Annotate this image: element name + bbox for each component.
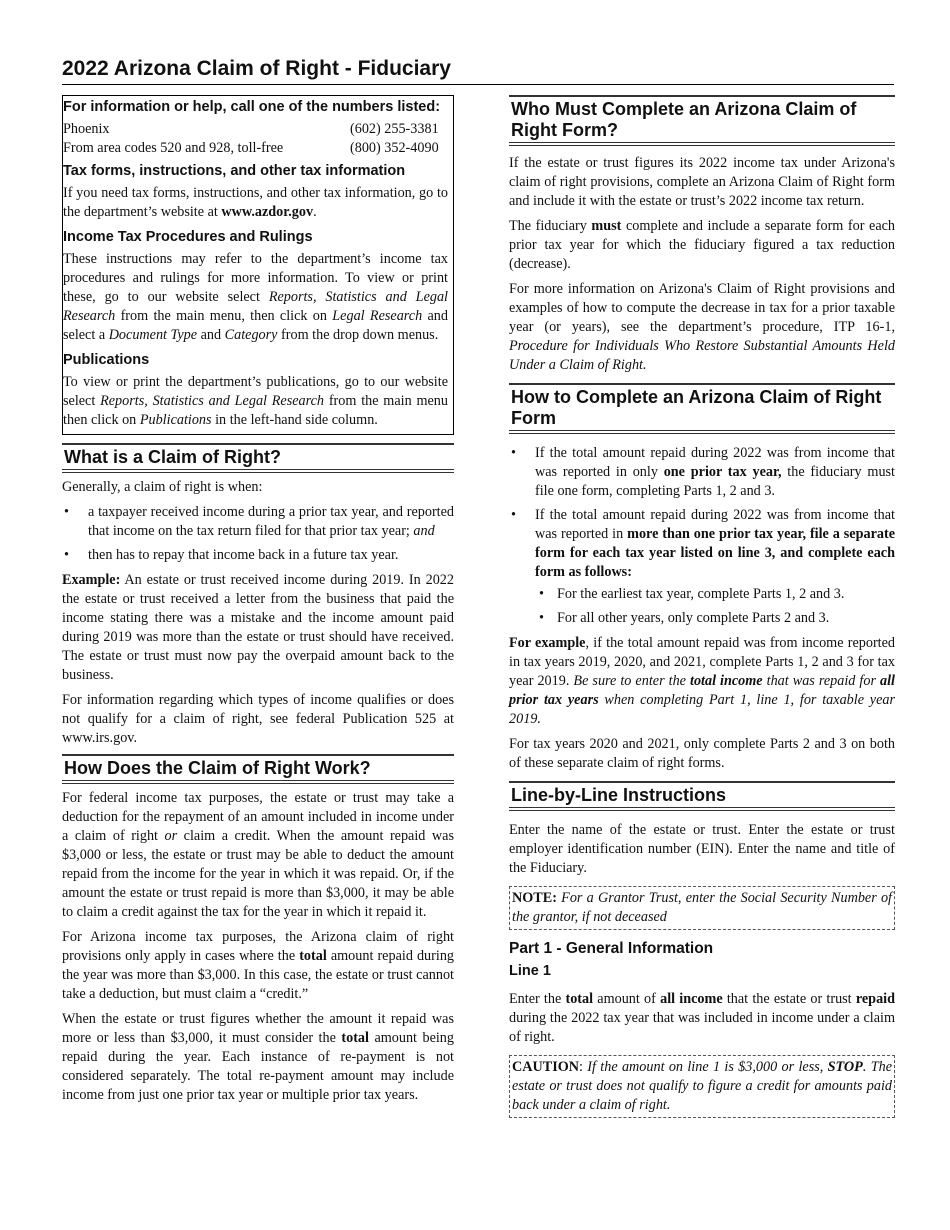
how-complete-bullets <box>509 444 895 628</box>
info-box <box>62 95 454 435</box>
who-must-p3: For more information on Arizona's Claim of Right provisions and examples of how to compute the decrease in tax for a prior taxable year (or years), see the department’s procedure, ITP 16-1, Procedure for Individuals Who Restore Substantial Amounts Held Under a Claim of Right. <box>509 281 895 373</box>
list-item: • If the total amount repaid during 2022 was from income that was reported in more than one prior tax year, file a separate form for each tax year listed on line 3, and complete each form as follows: • For the earliest tax year, complete Parts 1, 2 and 3. • For all other years, only complete Parts 2 and 3. <box>535 506 895 628</box>
how-works-p3: When the estate or trust figures whether the amount it repaid was more or less than $3,000, it must consider the total amount being repaid during the year. Each instance of re-payment is not considered separately. The total re-payment amount may include income from just one prior tax year or multiple prior tax years. <box>62 1011 454 1103</box>
list-item: • a taxpayer received income during a prior tax year, and reported that income on the tax return filed for that prior tax year; and <box>88 503 454 541</box>
part1-heading: Part 1 - General Information <box>509 940 714 957</box>
claim-info: For information regarding which types of income qualifies or does not qualify for a claim of right, see federal Publication 525 at www.irs.gov. <box>62 692 454 746</box>
claim-intro: Generally, a claim of right is when: <box>62 479 263 495</box>
list-item: • For all other years, only complete Parts 2 and 3. <box>557 609 895 628</box>
tax-forms-heading: Tax forms, instructions, and other tax information <box>63 163 406 179</box>
claim-bullets <box>62 503 454 565</box>
section-heading-how-works: How Does the Claim of Right Work? <box>62 754 454 784</box>
section-heading-line-by-line: Line-by-Line Instructions <box>509 781 895 811</box>
note-box: NOTE: For a Grantor Trust, enter the Social Security Number of the grantor, if not deceased <box>509 886 895 930</box>
phone-label: Phoenix <box>63 121 110 137</box>
tax-forms-text: If you need tax forms, instructions, and other tax information, go to the department’s website at www.azdor.gov. <box>63 185 448 220</box>
phone-label: From area codes 520 and 928, toll-free <box>63 140 284 156</box>
list-item: • If the total amount repaid during 2022 was from income that was reported in only one prior tax year, the fiduciary must file one form, completing Parts 1, 2 and 3. <box>535 444 895 501</box>
section-heading-claim-of-right: What is a Claim of Right? <box>62 443 454 473</box>
left-column <box>62 95 454 1111</box>
info-heading: For information or help, call one of the numbers listed: <box>63 99 441 115</box>
who-must-p1: If the estate or trust figures its 2022 income tax under Arizona's claim of right provisions, complete an Arizona Claim of Right form and include it with the estate or trust’s 2022 income tax return. <box>509 155 895 209</box>
how-complete-subbullets <box>535 585 895 628</box>
page-title: 2022 Arizona Claim of Right - Fiduciary <box>62 56 894 85</box>
how-works-p1: For federal income tax purposes, the estate or trust may take a deduction for the repayment of an amount included in income under a claim of right or claim a credit. When the amount repaid was $3,000 or less, the estate or trust may be able to deduct the amount repaid from the income for the year in which it was repaid. Or, if the amount the estate or trust repaid is more than $3,000, it may be able to claim a credit against the tax for the year in which it repaid it. <box>62 790 454 920</box>
phone-number: (800) 352-4090 <box>350 140 439 156</box>
how-works-p2: For Arizona income tax purposes, the Arizona claim of right provisions only apply in cases where the total amount repaid during the year was more than $3,000. In this case, the estate or trust cannot take a deduction, but must claim a “credit.” <box>62 929 455 1002</box>
who-must-p2: The fiduciary must complete and include a separate form for each prior tax year for which the fiduciary figured a tax reduction (decrease). <box>509 218 896 272</box>
how-complete-last: For tax years 2020 and 2021, only complete Parts 2 and 3 on both of these separate claim of right forms. <box>509 736 895 771</box>
phone-number: (602) 255-3381 <box>350 121 439 137</box>
procedures-heading: Income Tax Procedures and Rulings <box>63 229 313 245</box>
publications-text: To view or print the department’s publications, go to our website select Reports, Statistics and Legal Research from the main menu then click on Publications in the left-hand side column. <box>63 374 448 428</box>
phone-row-phoenix <box>63 120 448 139</box>
caution-box: CAUTION: If the amount on line 1 is $3,000 or less, STOP. The estate or trust does not qualify to figure a credit for amounts paid back under a claim of right. <box>509 1055 895 1118</box>
claim-example: Example: An estate or trust received income during 2019. In 2022 the estate or trust received a letter from the business that paid the income stating there was a mistake and the income amount paid during 2019 was more than the estate or trust should have received. The estate or trust must now pay the overpaid amount back to the business. <box>62 572 454 683</box>
line1-heading: Line 1 <box>509 963 551 979</box>
section-heading-how-complete: How to Complete an Arizona Claim of Right Form <box>509 383 895 434</box>
line-by-line-p1: Enter the name of the estate or trust. Enter the estate or trust employer identification number (EIN). Enter the name and title of the Fiduciary. <box>509 822 895 876</box>
section-heading-who-must: Who Must Complete an Arizona Claim of Right Form? <box>509 95 895 146</box>
publications-heading: Publications <box>63 352 150 368</box>
website-link[interactable]: www.azdor.gov <box>221 204 314 220</box>
right-column <box>509 95 895 1128</box>
procedures-text: These instructions may refer to the department’s income tax procedures and rulings for more information. To view or print these, go to our website select Reports, Statistics and Legal Research from the main menu, then click on Legal Research and select a Document Type and Category from the drop down menus. <box>63 251 448 343</box>
how-complete-example: For example, if the total amount repaid was from income reported in tax years 2019, 2020, and 2021, complete Parts 1, 2 and 3 for tax year 2019. Be sure to enter the total income that was repaid for all prior tax years when completing Part 1, line 1, for taxable year 2019. <box>509 635 895 727</box>
phone-row-tollfree <box>63 139 448 158</box>
list-item: • then has to repay that income back in a future tax year. <box>88 546 454 565</box>
list-item: • For the earliest tax year, complete Parts 1, 2 and 3. <box>557 585 895 604</box>
line1-text: Enter the total amount of all income that the estate or trust repaid during the 2022 tax year that was included in income under a claim of right. <box>509 991 895 1045</box>
